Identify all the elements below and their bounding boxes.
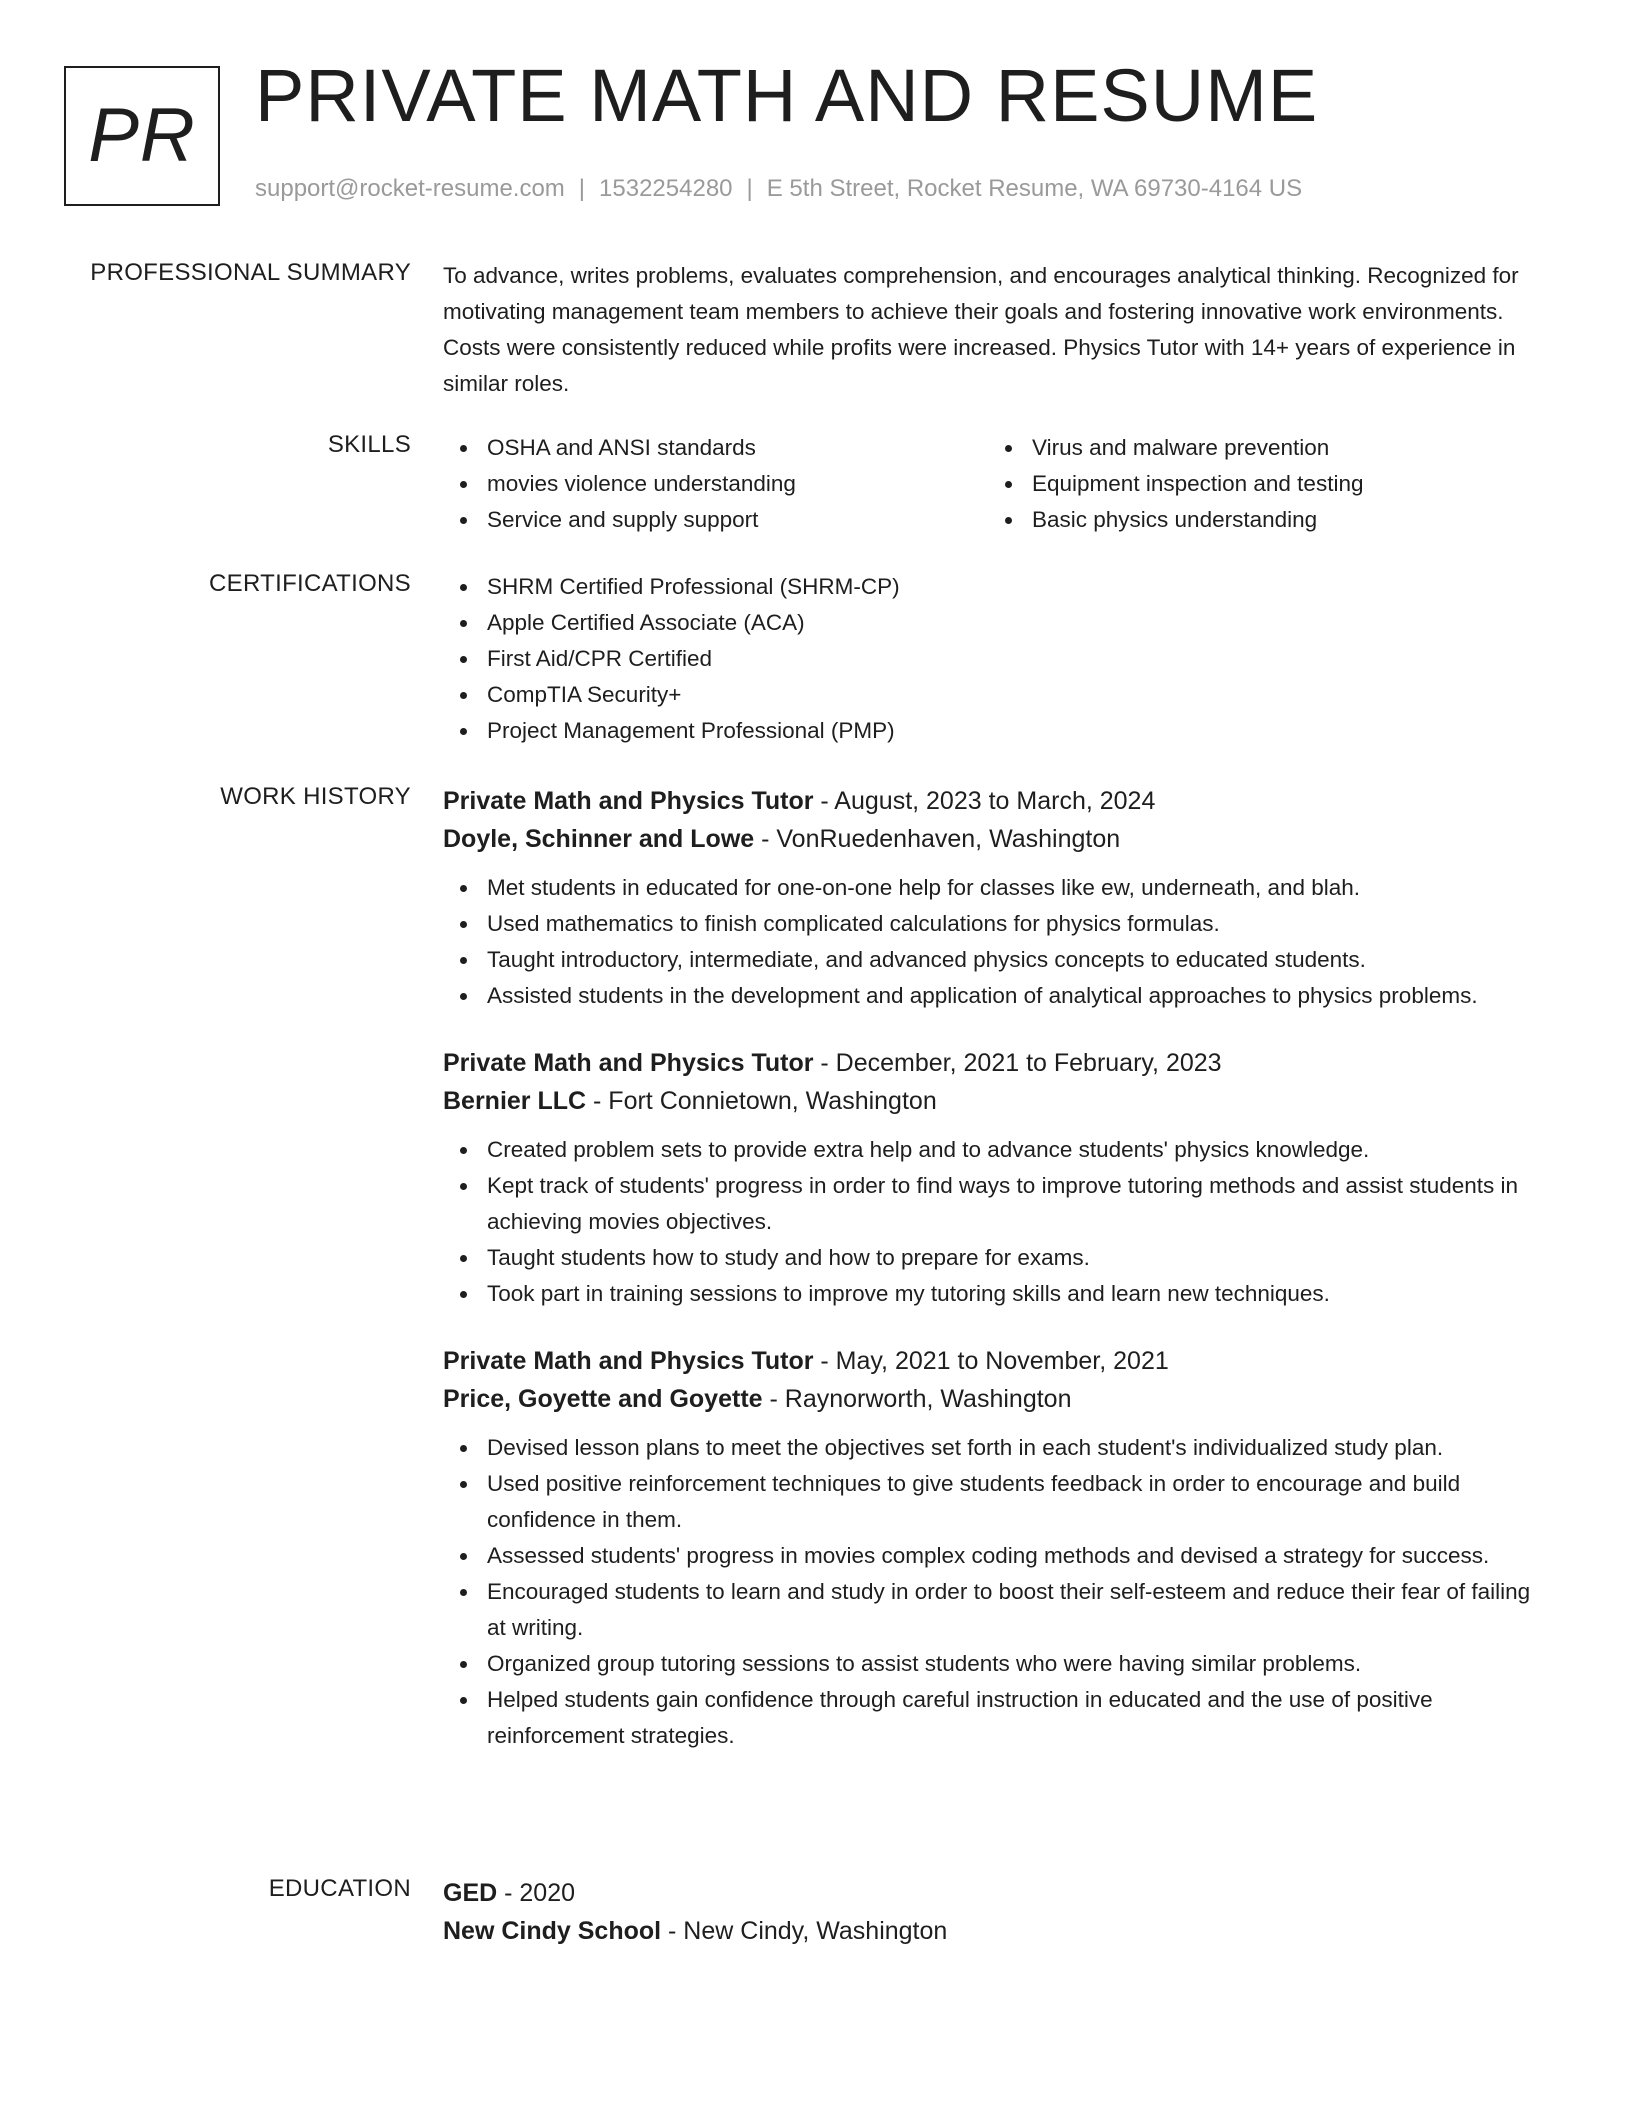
- skills-column-2: [988, 430, 1533, 538]
- job-bullet: Taught students how to study and how to prepare for exams.: [443, 1240, 1553, 1276]
- contact-email: support@rocket-resume.com: [255, 175, 565, 202]
- job-location: - VonRuedenhaven, Washington: [754, 825, 1121, 853]
- job-dates: - August, 2023 to March, 2024: [813, 787, 1156, 815]
- certification-item: SHRM Certified Professional (SHRM-CP): [443, 569, 1553, 605]
- education-school-line: [443, 1912, 1553, 1950]
- contact-address: E 5th Street, Rocket Resume, WA 69730-4164 US: [766, 175, 1303, 202]
- job-location: - Fort Connietown, Washington: [586, 1087, 937, 1115]
- job-dates: - May, 2021 to November, 2021: [813, 1347, 1169, 1375]
- job-title-line: [443, 1342, 1553, 1380]
- contact-separator: |: [578, 175, 586, 202]
- job-bullet: Organized group tutoring sessions to assist students who were having similar problems.: [443, 1646, 1553, 1682]
- candidate-name: PRIVATE MATH AND RESUME: [255, 54, 1319, 137]
- skill-item: Basic physics understanding: [988, 502, 1533, 538]
- job-location: - Raynorworth, Washington: [762, 1385, 1072, 1413]
- job-entry: [443, 782, 1553, 1014]
- monogram-initials: PR: [88, 93, 196, 178]
- certification-item: First Aid/CPR Certified: [443, 641, 1553, 677]
- job-title: Private Math and Physics Tutor: [443, 1049, 814, 1077]
- job-bullet: Assessed students' progress in movies complex coding methods and devised a strategy for success.: [443, 1538, 1553, 1574]
- work-history-body: [443, 782, 1553, 1784]
- contact-separator: |: [746, 175, 753, 202]
- job-dates: - December, 2021 to February, 2023: [813, 1049, 1222, 1077]
- education-school: New Cindy School: [443, 1917, 662, 1945]
- job-bullet: Helped students gain confidence through careful instruction in educated and the use of positive reinforcement strategies.: [443, 1682, 1553, 1754]
- job-title-line: [443, 782, 1553, 820]
- job-bullet: Kept track of students' progress in order to find ways to improve tutoring methods and assist students in achieving movies objectives.: [443, 1168, 1553, 1240]
- job-company-line: [443, 1380, 1553, 1418]
- skill-item: Virus and malware prevention: [988, 430, 1533, 466]
- job-bullet: Created problem sets to provide extra help and to advance students' physics knowledge.: [443, 1132, 1553, 1168]
- job-company-line: [443, 820, 1553, 858]
- job-bullet: Encouraged students to learn and study in order to boost their self-esteem and reduce their fear of failing at writing.: [443, 1574, 1553, 1646]
- job-bullets: [443, 870, 1553, 1014]
- certification-item: Project Management Professional (PMP): [443, 713, 1553, 749]
- skill-item: OSHA and ANSI standards: [443, 430, 988, 466]
- job-bullet: Taught introductory, intermediate, and advanced physics concepts to educated students.: [443, 942, 1553, 978]
- job-company-line: [443, 1082, 1553, 1120]
- education-location: - New Cindy, Washington: [661, 1917, 948, 1945]
- monogram-box: [64, 66, 220, 206]
- certification-item: Apple Certified Associate (ACA): [443, 605, 1553, 641]
- job-bullet: Assisted students in the development and application of analytical approaches to physics problems.: [443, 978, 1553, 1014]
- section-label-work-history: WORK HISTORY: [220, 783, 411, 810]
- summary-text: To advance, writes problems, evaluates comprehension, and encourages analytical thinking. Recognized for motivating management team members to achieve their goals and fostering innovative work environments. Costs were consistently reduced while profits were increased. Physics Tutor with 14+ years of experience in similar roles.: [443, 263, 1519, 396]
- job-bullet: Used positive reinforcement techniques to give students feedback in order to encourage and build confidence in them.: [443, 1466, 1553, 1538]
- certifications-body: [443, 569, 1553, 749]
- education-degree: GED: [443, 1879, 498, 1907]
- section-label-summary: PROFESSIONAL SUMMARY: [90, 259, 411, 286]
- job-title: Private Math and Physics Tutor: [443, 1347, 814, 1375]
- job-company: Bernier LLC: [443, 1087, 587, 1115]
- education-body: [443, 1874, 1553, 1950]
- summary-body: [443, 258, 1553, 402]
- job-bullet: Met students in educated for one-on-one help for classes like ew, underneath, and blah.: [443, 870, 1553, 906]
- contact-line: [255, 174, 1302, 204]
- job-bullets: [443, 1132, 1553, 1312]
- skills-grid: [443, 430, 1553, 538]
- job-entry: [443, 1342, 1553, 1754]
- job-company: Price, Goyette and Goyette: [443, 1385, 763, 1413]
- education-year: - 2020: [497, 1879, 576, 1907]
- certification-item: CompTIA Security+: [443, 677, 1553, 713]
- section-label-education: EDUCATION: [268, 1875, 411, 1902]
- job-company: Doyle, Schinner and Lowe: [443, 825, 755, 853]
- job-bullet: Used mathematics to finish complicated calculations for physics formulas.: [443, 906, 1553, 942]
- skill-item: movies violence understanding: [443, 466, 988, 502]
- contact-phone: 1532254280: [599, 175, 733, 202]
- education-degree-line: [443, 1874, 1553, 1912]
- section-label-certifications: CERTIFICATIONS: [209, 570, 411, 597]
- section-label-skills: SKILLS: [327, 431, 411, 458]
- job-bullets: [443, 1430, 1553, 1754]
- job-title-line: [443, 1044, 1553, 1082]
- skill-item: Service and supply support: [443, 502, 988, 538]
- skill-item: Equipment inspection and testing: [988, 466, 1533, 502]
- skills-column-1: [443, 430, 988, 538]
- job-title: Private Math and Physics Tutor: [443, 787, 814, 815]
- job-entry: [443, 1044, 1553, 1312]
- job-bullet: Took part in training sessions to improve my tutoring skills and learn new techniques.: [443, 1276, 1553, 1312]
- job-bullet: Devised lesson plans to meet the objectives set forth in each student's individualized study plan.: [443, 1430, 1553, 1466]
- certifications-list: [443, 569, 1553, 749]
